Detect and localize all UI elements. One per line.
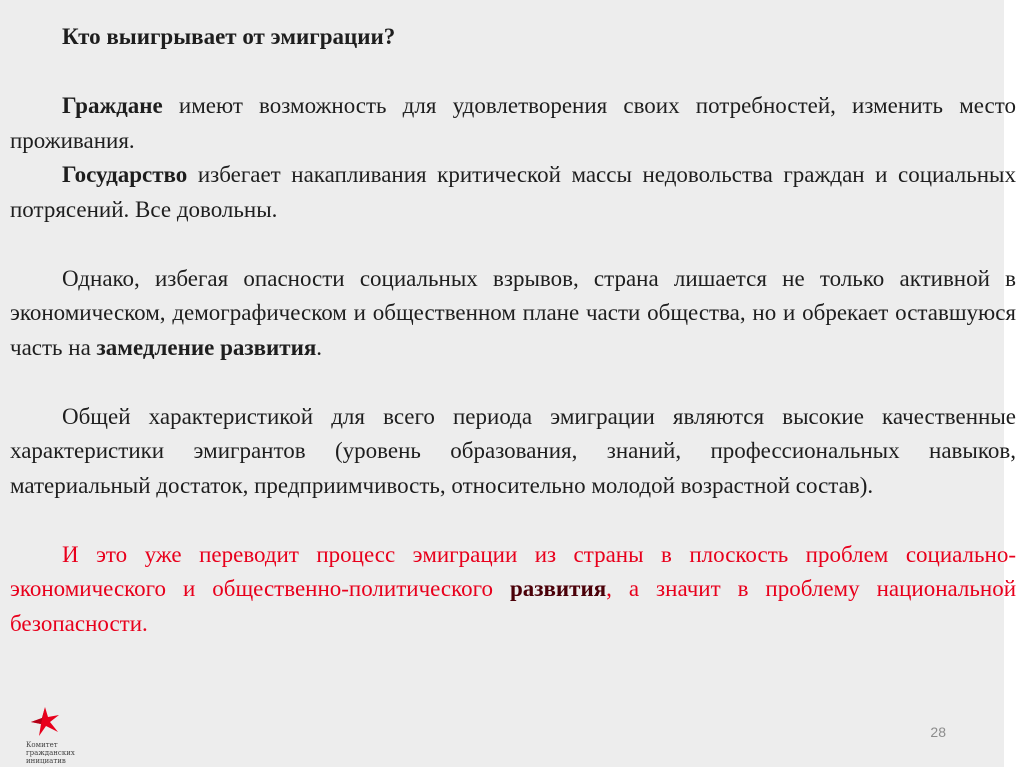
organization-logo (26, 705, 86, 767)
state-text: избегает накапливания критической массы недовольства граждан и социальных потрясений. Все довольны. (10, 162, 1016, 222)
logo-caption (26, 741, 86, 765)
conclusion-text: И это уже переводит процесс эмиграции из страны в плоскость проблем социально-экономического и общественно-политического (10, 541, 1016, 601)
page-number: 28 (930, 724, 946, 740)
citizens-text: имеют возможность для удовлетворения своих потребностей, изменить место проживания. (10, 93, 1016, 153)
paragraph-characteristics: Общей характеристикой для всего периода эмиграции являются высокие качественные характеристики эмигрантов (уровень образования, знаний, профессиональных навыков, материальный достаток, предприимчивость, относительно молодой возрастной состав). (10, 403, 1016, 498)
logo-line-2: гражданских (26, 749, 75, 757)
slide-heading: Кто выигрывает от эмиграции? (62, 24, 396, 49)
paragraph-state (10, 158, 1016, 227)
logo-line-1: Комитет (26, 741, 58, 749)
however-end: . (316, 334, 323, 360)
citizens-term: Граждане (62, 93, 163, 118)
paragraph-citizens (10, 89, 1016, 158)
star-figure-logo-icon (28, 705, 62, 739)
slowdown-term: замедление развития (96, 334, 317, 360)
development-term: развития (509, 576, 607, 601)
however-text: Однако, избегая опасности социальных взрывов, страна лишается не только активной в экономическом, демографическом и общественном плане части общества, но и обрекает оставшуюся часть на (10, 265, 1016, 360)
paragraph-however (10, 262, 1016, 366)
logo-line-3: инициатив (26, 757, 66, 765)
slide-content (10, 20, 1016, 641)
state-term: Государство (62, 162, 188, 187)
conclusion-end: , а значит в проблему национальной безопасности. (10, 576, 1017, 636)
paragraph-conclusion (10, 538, 1016, 642)
